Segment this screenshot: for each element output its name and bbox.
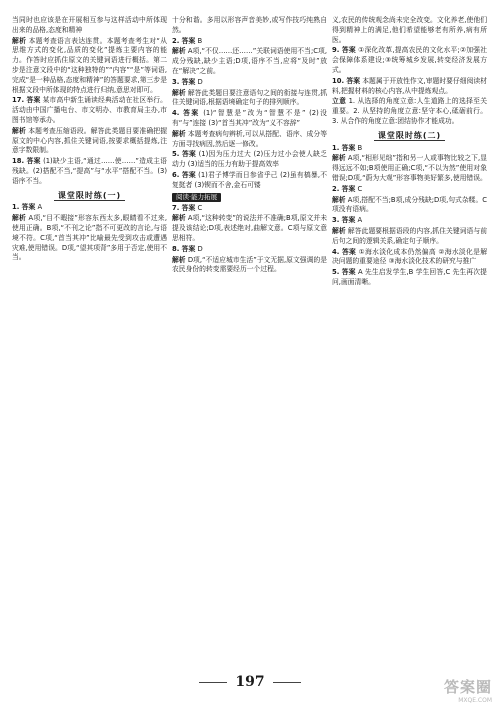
text-block: 解析 本题考查压缩语段。解答此类题目要准确把握原文的中心内容,抓住关键词语,按要求概括提炼,注意字数限制。 <box>12 126 167 155</box>
text-block: 18. 答案 (1)缺少主语,“通过……使……”造成主语残缺。(2)搭配不当,“提高”与“水平”搭配不当。(3)语序不当。 <box>12 157 167 185</box>
answer-page <box>12 16 488 668</box>
text-block: 十分和谐。多用以形容声音美妙,或写作技巧纯熟自然。 <box>172 16 327 34</box>
text-block: 解析 A项,“相形见绌”指和另一人或事物比较之下,显得远远不如;B项使用正确;C项,“不以为然”使用对象错误;D项,“蔚为大观”形容事物美好繁多,使用错误。 <box>332 154 487 182</box>
section-title: 课堂限时练(二) <box>332 131 487 141</box>
text-block: 9. 答案 ①深化改革,提高农民的文化水平;②加强社会保障体系建设;③统筹城乡发展,转变经济发展方式。 <box>332 46 487 74</box>
text-block: 3. 答案 A <box>332 216 363 225</box>
column-right <box>332 16 487 668</box>
text-block: 立意 1. 从选择的角度立意:人生道路上的选择至关重要。2. 从坚持的角度立意:坚守本心,砥砺前行。3. 从合作的角度立意:团结协作才能成功。 <box>332 97 487 125</box>
text-block: 解析 A项,搭配不当;B项,成分残缺;D项,句式杂糅。C项没有语病。 <box>332 195 487 214</box>
watermark-logo: 答案圈 MXQE.COM <box>443 678 492 704</box>
text-block: 2. 答案 C <box>332 184 363 193</box>
text-block: 2. 答案 B <box>172 36 203 45</box>
text-block: 5. 答案 (1)因为压力过大 (2)压力过小会使人缺乏动力 (3)适当的压力有助于提高效率 <box>172 150 327 169</box>
text-block: 解析 A项,“目不暇接”形容东西太多,眼睛看不过来,使用正确。B项,“不刊之论”指不可更改的言论,与语境不符。C项,“首当其冲”比喻最先受到攻击或遭遇灾难,使用错误。D项,“望其项背”多用于否定,使用不当。 <box>12 214 167 262</box>
text-block: 解析 解答此类题目要注意语句之间的衔接与连贯,抓住关键词语,根据语境确定句子的排列顺序。 <box>172 88 327 107</box>
text-block: 解析 A项,“不仅……还……”关联词语使用不当;C项,成分残缺,缺少主语;D项,语序不当,应将“及时”放在“解决”之前。 <box>172 47 327 75</box>
section-tag: 阅读·能力拓展 <box>172 191 327 204</box>
text-block: 7. 答案 C <box>172 203 203 212</box>
text-block: 当同时也应该是在开展相互参与这样活动中所体现出来的品格,态度和精神 <box>12 16 167 34</box>
text-block: 3. 答案 D <box>172 77 203 86</box>
text-block: 10. 答案 本题属于开放性作文,审题时要仔细阅读材料,把握材料的核心内容,从中提炼观点。 <box>332 76 487 95</box>
text-block: 解析 A项,“这种转变”的说法并不准确;B项,原文并未提及该结论;D项,表述绝对,曲解文意。C项与原文意思相符。 <box>172 214 327 242</box>
text-block: 解析 本题考查语言表达连贯。本题考查考生对“从思维方式的变化,品质的变化”提炼主要内容的能力。作答时应抓住原文的关键词语进行概括。第二步是注意文段中的“这种独特的”“内容”“是”等词语,完成“是一种品格,态度和精神”的答题要求,第三步是根据文段中所体现的特点进行归纳,意思对即可。 <box>12 36 167 94</box>
text-block: 1. 答案 B <box>332 143 363 152</box>
text-block: 解析 D项,“不适应城市生活”于文无据,原文强调的是农民身份的转变需要经历一个过程。 <box>172 255 327 274</box>
text-block: 解析 解答此题要根据语段的内容,抓住关键词语与前后句之间的逻辑关系,确定句子顺序。 <box>332 226 487 245</box>
text-block: 5. 答案 A 先生启发学生,B 学生回答,C 先生再次提问,画面清晰。 <box>332 268 487 286</box>
section-title: 课堂限时练(一) <box>12 191 167 201</box>
column-left <box>12 16 167 668</box>
text-block: 6. 答案 (1)君子博学而日参省乎己 (2)虽有槁暴,不复挺者 (3)锲而不舍,金石可镂 <box>172 170 327 189</box>
text-block: 4. 答案 ①海水淡化成本仍然偏高 ②海水淡化是解决问题的重要途径 ③海水淡化技术的研究与推广 <box>332 247 487 266</box>
text-block: 义,农民的传统观念尚未完全改变。文化养老,使他们得到精神上的满足,他们希望能够老有所养,病有所医。 <box>332 16 487 44</box>
text-block: 17. 答案 某市高中新生诵读经典活动在社区举行。活动由中国广播电台、市文明办、市教育局主办,市图书馆等承办。 <box>12 96 167 124</box>
column-middle <box>172 16 327 668</box>
text-block: 解析 本题考查病句辨析,可以从搭配、语序、成分等方面寻找病因,然后逐一修改。 <box>172 129 327 148</box>
text-block: 8. 答案 D <box>172 244 203 253</box>
text-block: 4. 答案 (1)“智慧是”改为“智慧不是” (2)没有“与”连接 (3)“首当其冲”改为“义不容辞” <box>172 109 327 127</box>
text-block: 1. 答案 A <box>12 203 43 212</box>
page-number: 197 <box>0 674 500 690</box>
